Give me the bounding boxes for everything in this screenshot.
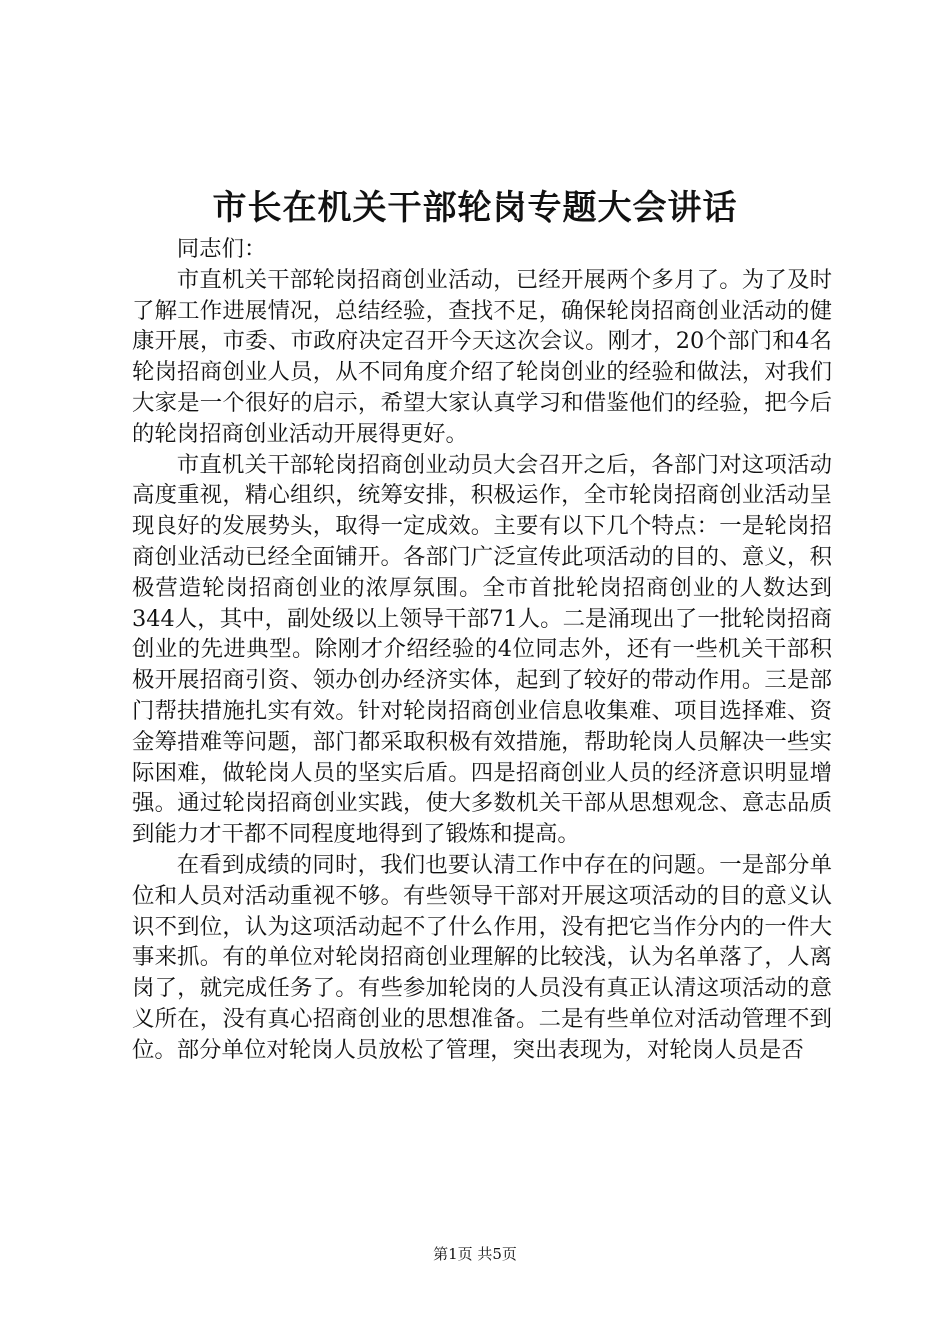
- paragraph-3: 在看到成绩的同时，我们也要认清工作中存在的问题。一是部分单位和人员对活动重视不够。有些领导干部对开展这项活动的目的意义认识不到位，认为这项活动起不了什么作用，没有把它当作分内的一件大事来抓。有的单位对轮岗招商创业理解的比较浅，认为名单落了，人离岗了，就完成任务了。有些参加轮岗的人员没有真正认清这项活动的意义所在，没有真心招商创业的思想准备。二是有些单位对活动管理不到位。部分单位对轮岗人员放松了管理，突出表现为，对轮岗人员是否: [132, 851, 832, 1063]
- salutation: 同志们：: [176, 236, 267, 262]
- paragraph-1: 市直机关干部轮岗招商创业活动，已经开展两个多月了。为了及时了解工作进展情况，总结经验，查找不足，确保轮岗招商创业活动的健康开展，市委、市政府决定召开今天这次会议。刚才，20个部门和4名轮岗招商创业人员，从不同角度介绍了轮岗创业的经验和做法，对我们大家是一个很好的启示，希望大家认真学习和借鉴他们的经验，把今后的轮岗招商创业活动开展得更好。: [132, 266, 832, 447]
- page-number-footer: 第1页 共5页: [433, 1245, 517, 1263]
- paragraph-2: 市直机关干部轮岗招商创业动员大会召开之后，各部门对这项活动高度重视，精心组织，统筹安排，积极运作，全市轮岗招商创业活动呈现良好的发展势头，取得一定成效。主要有以下几个特点：一是轮岗招商创业活动已经全面铺开。各部门广泛宣传此项活动的目的、意义，积极营造轮岗招商创业的浓厚氛围。全市首批轮岗招商创业的人数达到344人，其中，副处级以上领导干部71人。二是涌现出了一批轮岗招商创业的先进典型。除刚才介绍经验的4位同志外，还有一些机关干部积极开展招商引资、领办创办经济实体，起到了较好的带动作用。三是部门帮扶措施扎实有效。针对轮岗招商创业信息收集难、项目选择难、资金筹措难等问题，部门都采取积极有效措施，帮助轮岗人员解决一些实际困难，做轮岗人员的坚实后盾。四是招商创业人员的经济意识明显增强。通过轮岗招商创业实践，使大多数机关干部从思想观念、意志品质到能力才干都不同程度地得到了锻炼和提高。: [132, 451, 832, 848]
- document-title: 市长在机关干部轮岗专题大会讲话: [212, 188, 738, 228]
- document-body: [132, 234, 832, 1066]
